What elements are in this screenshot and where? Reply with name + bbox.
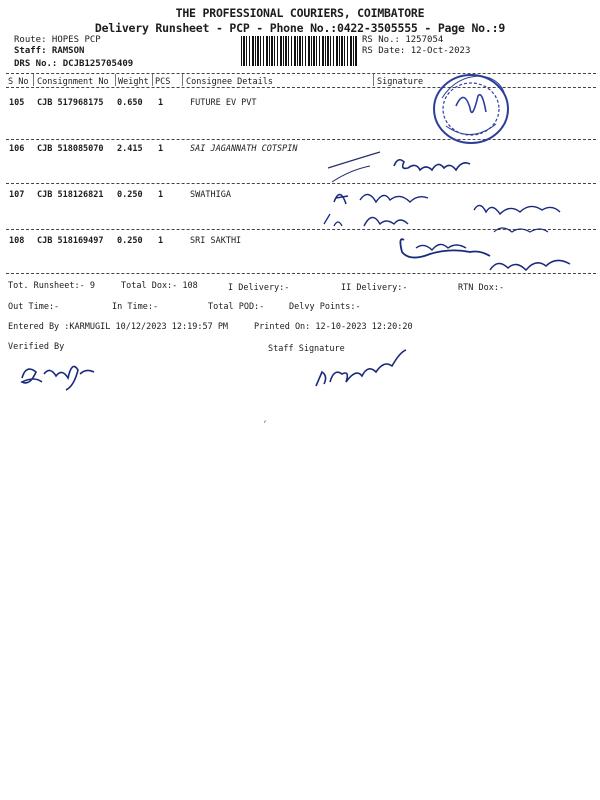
row-consignee: SAI JAGANNATH COTSPIN [190, 144, 298, 154]
row-consignment: CJB 517968175 [37, 98, 104, 108]
col-divider [182, 74, 183, 86]
row-weight: 0.650 [117, 98, 143, 108]
staff-handwritten-signature [306, 342, 416, 398]
company-title: THE PROFESSIONAL COURIERS, COIMBATORE [175, 6, 425, 20]
row-pcs: 1 [158, 144, 164, 154]
row-sno: 108 [9, 236, 25, 246]
col-header-consignment: Consignment No [37, 77, 109, 87]
col-header-sno: S No [8, 77, 29, 87]
delvy-points: Delvy Points:- [289, 302, 361, 312]
row-weight: 0.250 [117, 190, 143, 200]
drs-number: DRS No.: DCJB125705409 [14, 59, 134, 69]
row-pcs: 1 [158, 236, 164, 246]
in-time: In Time:- [112, 302, 159, 312]
row-consignment: CJB 518085070 [37, 144, 104, 154]
staff-signature-label: Staff Signature [268, 344, 345, 354]
row-sno: 105 [9, 98, 25, 108]
stray-mark: ʼ [262, 420, 268, 430]
verifier-signature [14, 352, 104, 396]
tot-runsheet: Tot. Runsheet:- 9 [8, 281, 95, 291]
col-divider [33, 74, 34, 86]
row-consignment: CJB 518169497 [37, 236, 104, 246]
row-sno: 106 [9, 144, 25, 154]
col-header-consignee: Consignee Details [186, 77, 273, 87]
total-pod: Total POD:- [208, 302, 265, 312]
staff-label: Staff: RAMSON [14, 46, 85, 56]
row-weight: 0.250 [117, 236, 143, 246]
row-consignee: SWATHIGA [190, 190, 231, 200]
runsheet-heading: Delivery Runsheet - PCP - Phone No.:0422-3505555 - Page No.:9 [94, 21, 506, 35]
col-header-signature: Signature [377, 77, 424, 87]
row-sno: 107 [9, 190, 25, 200]
route-label: Route: HOPES PCP [14, 35, 101, 45]
total-dox: Total Dox:- 108 [121, 281, 198, 291]
verified-by-label: Verified By [8, 342, 65, 352]
col-divider [373, 74, 374, 86]
i-delivery: I Delivery:- [228, 283, 290, 293]
row-consignee: FUTURE EV PVT [190, 98, 257, 108]
col-divider [152, 74, 153, 86]
delivery-signatures [320, 140, 580, 290]
row-pcs: 1 [158, 98, 164, 108]
row-pcs: 1 [158, 190, 164, 200]
row-consignment: CJB 518126821 [37, 190, 104, 200]
entered-by: Entered By :KARMUGIL 10/12/2023 12:19:57 PM [8, 322, 229, 332]
rs-number: RS No.: 1257054 [362, 35, 444, 45]
runsheet-barcode [241, 36, 357, 66]
ii-delivery: II Delivery:- [341, 283, 408, 293]
out-time: Out Time:- [8, 302, 60, 312]
rs-date: RS Date: 12-Oct-2023 [362, 46, 471, 56]
row-weight: 2.415 [117, 144, 143, 154]
col-header-weight: Weight [118, 77, 149, 87]
company-stamp [426, 66, 516, 150]
row-consignee: SRI SAKTHI [190, 236, 242, 246]
col-divider [115, 74, 116, 86]
rtn-dox: RTN Dox:- [458, 283, 505, 293]
col-header-pcs: PCS [155, 77, 171, 87]
printed-on: Printed On: 12-10-2023 12:20:20 [254, 322, 413, 332]
